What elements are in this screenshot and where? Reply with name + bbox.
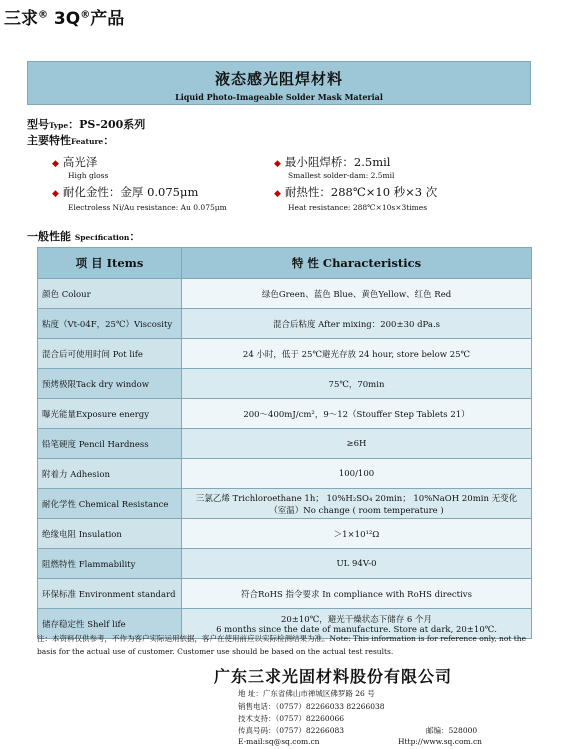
row-value: ＞1×10¹²Ω xyxy=(182,519,532,549)
support-phone: 技术支持：（0757）82260066 xyxy=(238,714,345,723)
sales-phone: 销售电话：（0757）82266033 82266038 xyxy=(238,702,385,711)
feature-en: High gloss xyxy=(68,171,109,180)
row-item: 环保标准 Environment standard xyxy=(38,579,182,609)
table-row xyxy=(38,549,532,579)
company-address: 地 址：广东省佛山市禅城区佛罗路 26 号 xyxy=(238,689,375,698)
postcode: 邮编：528000 xyxy=(426,726,478,735)
website-link[interactable]: Http://www.sq.com.cn xyxy=(398,737,482,746)
row-item: 绝缘电阻 Insulation xyxy=(38,519,182,549)
row-value: 符合RoHS 指令要求 In compliance with RoHS directivs xyxy=(182,579,532,609)
row-item: 耐化学性 Chemical Resistance xyxy=(38,489,182,519)
table-row xyxy=(38,279,532,309)
registered-mark: ® xyxy=(80,9,91,21)
diamond-bullet-icon: ◆ xyxy=(274,159,281,169)
table-row xyxy=(38,339,532,369)
company-name: 广东三求光固材料股份有限公司 xyxy=(214,667,453,686)
diamond-bullet-icon: ◆ xyxy=(52,159,59,169)
feature-en: Smallest solder-dam: 2.5mil xyxy=(288,171,395,180)
column-header-items: 项 目 Items xyxy=(38,248,182,279)
spec-heading xyxy=(27,228,140,244)
title-en: Liquid Photo-Imageable Solder Mask Material xyxy=(175,92,383,102)
row-value: 混合后粘度 After mixing：200±30 dPa.s xyxy=(182,309,532,339)
feature-item xyxy=(52,184,198,200)
table-row xyxy=(38,579,532,609)
feature-zh: 最小阻焊桥：2.5mil xyxy=(284,155,391,169)
row-item: 铅笔硬度 Pencil Hardness xyxy=(38,429,182,459)
table-row xyxy=(38,399,532,429)
diamond-bullet-icon: ◆ xyxy=(52,189,59,199)
feature-item xyxy=(52,154,97,170)
row-value: 24 小时，低于 25℃避光存放 24 hour, store below 25℃ xyxy=(182,339,532,369)
column-header-characteristics: 特 性 Characteristics xyxy=(182,248,532,279)
model-value: ：PS-200系列 xyxy=(68,118,146,131)
disclaimer-note: 注：本资料仅供参考，不作为客户实际运用依据，客户在使用前应以实际检测结果为准。Note: This information is for reference only, not the basis for the actual use of customer. Customer use should be based on the actual test results. xyxy=(37,634,527,656)
model-label-zh: 型号 xyxy=(27,118,49,131)
brand-suffix: 产品 xyxy=(90,9,125,29)
features-heading xyxy=(27,132,114,148)
table-header-row xyxy=(38,248,532,279)
email-link[interactable]: E-mail:sq@sq.com.cn xyxy=(238,737,320,746)
feature-en: Heat resistance: 288℃×10s×3times xyxy=(288,203,428,212)
features-heading-zh: 主要特性 xyxy=(27,134,71,147)
table-row xyxy=(38,459,532,489)
row-item: 曝光能量Exposure energy xyxy=(38,399,182,429)
model-line xyxy=(27,116,145,132)
row-value: 200～400mJ/cm²，9～12（Stouffer Step Tablets 21） xyxy=(182,399,532,429)
fax-number: 传真号码：（0757）82266083 xyxy=(238,726,345,735)
features-heading-en: Feature xyxy=(71,137,104,146)
table-row xyxy=(38,309,532,339)
feature-zh: 耐化金性：金厚 0.075μm xyxy=(62,185,199,199)
row-item: 附着力 Adhesion xyxy=(38,459,182,489)
diamond-bullet-icon: ◆ xyxy=(274,189,281,199)
spec-heading-zh: 一般性能 xyxy=(27,230,71,243)
row-value-line: （室温）No change ( room temperature ) xyxy=(269,505,444,516)
registered-mark: ® xyxy=(38,9,48,21)
feature-item xyxy=(274,154,390,170)
table-row xyxy=(38,369,532,399)
title-zh: 液态感光阻焊材料 xyxy=(214,70,343,88)
row-item: 阻燃特性 Flammability xyxy=(38,549,182,579)
feature-zh: 高光泽 xyxy=(62,155,98,169)
row-value: 100/100 xyxy=(182,459,532,489)
row-item: 颜色 Colour xyxy=(38,279,182,309)
features-heading-colon: ： xyxy=(103,134,115,147)
table-row xyxy=(38,429,532,459)
table-row xyxy=(38,489,532,519)
brand-3q: 3Q xyxy=(53,9,81,29)
row-value-line: 三氯乙烯 Trichloroethane 1h； 10%H₂SO₄ 20min； 10%NaOH 20min 无变化 xyxy=(195,493,518,504)
row-item: 混合后可使用时间 Pot life xyxy=(38,339,182,369)
row-value: 绿色Green、蓝色 Blue、黄色Yellow、红色 Red xyxy=(182,279,532,309)
row-value: UL 94V-0 xyxy=(182,549,532,579)
spec-heading-en: Specification xyxy=(74,233,130,242)
feature-en: Electroless Ni/Au resistance: Au 0.075μm xyxy=(68,203,227,212)
row-value-line: 20±10℃，避光干燥状态下储存 6 个月 xyxy=(280,614,433,625)
row-value: ≥6H xyxy=(182,429,532,459)
row-item: 粘度（Vt-04F，25℃）Viscosity xyxy=(38,309,182,339)
row-value: 75℃，70min xyxy=(182,369,532,399)
table-row xyxy=(38,519,532,549)
feature-zh: 耐热性：288℃×10 秒×3 次 xyxy=(284,185,438,199)
row-item: 预烤极限Tack dry window xyxy=(38,369,182,399)
row-value-line: 6 months since the date of manufacture. Store at dark, 20±10℃. xyxy=(216,624,497,635)
row-item: 储存稳定性 Shelf life xyxy=(38,609,182,639)
title-band xyxy=(27,61,531,105)
spec-heading-colon: ： xyxy=(129,230,141,243)
brand-cn: 三求 xyxy=(4,9,38,29)
brand-header xyxy=(4,4,124,29)
model-label-en: Type xyxy=(49,121,69,130)
row-value xyxy=(182,489,532,519)
spec-table xyxy=(37,247,532,639)
feature-item xyxy=(274,184,437,200)
